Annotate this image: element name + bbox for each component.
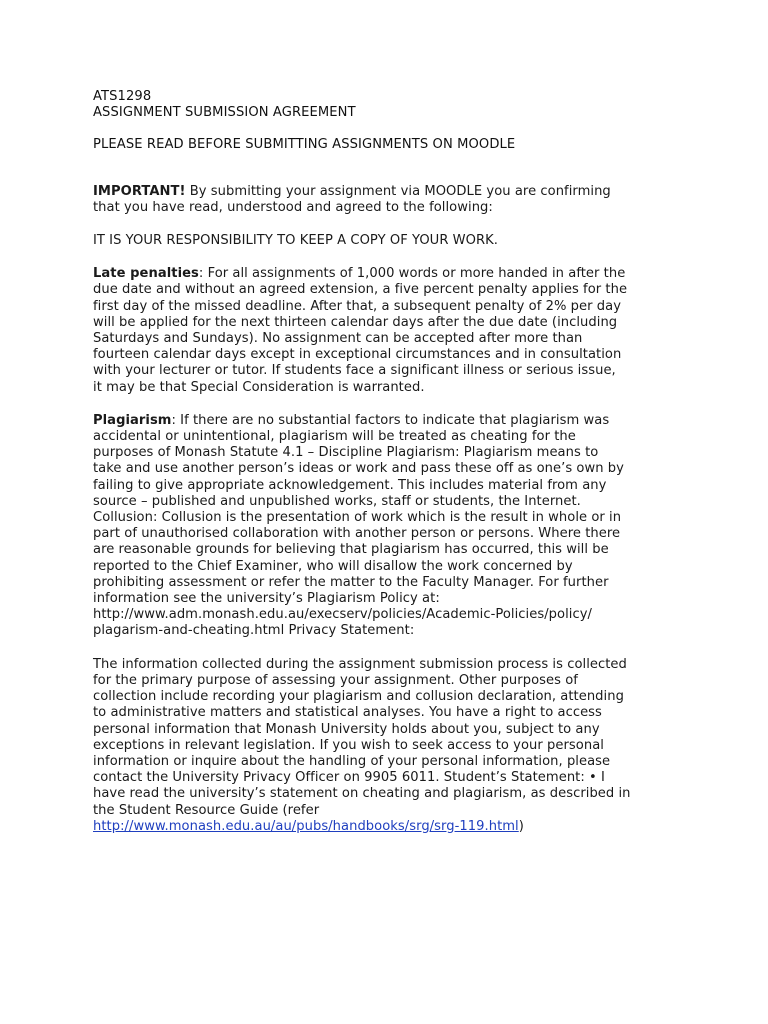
important-text-line: By submitting your assignment via MOODLE you are confirming: [185, 183, 611, 199]
link-suffix: ): [518, 818, 524, 834]
plagiarism-text-line: reported to the Chief Examiner, who will disallow the work concerned by: [93, 558, 573, 574]
late-penalties-label: Late penalties: [93, 266, 199, 282]
important-text-line: that you have read, understood and agreed to the following:: [93, 199, 493, 215]
late-penalties-text-line: due date and without an agreed extension, a five percent penalty applies for the: [93, 282, 628, 298]
privacy-text-line: The information collected during the assignment submission process is collected: [93, 656, 627, 672]
plagiarism-text-line: Collusion: Collusion is the presentation of work which is the result in whole or in: [93, 510, 622, 526]
late-penalties-text-line: will be applied for the next thirteen calendar days after the due date (including: [93, 314, 618, 330]
plagiarism-text-line: failing to give appropriate acknowledgement. This includes material from any: [93, 477, 607, 493]
plagiarism-text-line: part of unauthorised collaboration with another person or persons. Where there: [93, 526, 621, 542]
privacy-text-line: for the primary purpose of assessing your assignment. Other purposes of: [93, 672, 578, 688]
plagiarism-text-line: purposes of Monash Statute 4.1 – Discipline Plagiarism: Plagiarism means to: [93, 445, 599, 461]
plagiarism-text-line: are reasonable grounds for believing that plagiarism has occurred, this will be: [93, 542, 609, 558]
important-label: IMPORTANT!: [93, 183, 186, 199]
privacy-text-line: to administrative matters and statistical analyses. You have a right to access: [93, 705, 602, 721]
privacy-paragraph: [93, 657, 683, 835]
plagiarism-paragraph: [93, 413, 683, 640]
privacy-text-line: collection include recording your plagiarism and collusion declaration, attending: [93, 689, 624, 705]
privacy-text-line: information or inquire about the handling of your personal information, please: [93, 753, 611, 769]
late-penalties-paragraph: [93, 266, 683, 396]
document-subtitle: PLEASE READ BEFORE SUBMITTING ASSIGNMENTS ON MOODLE: [93, 137, 516, 153]
plagiarism-label: Plagiarism: [93, 412, 172, 428]
late-penalties-text-line: with your lecturer or tutor. If students face a significant illness or serious issue,: [93, 363, 616, 379]
plagiarism-text-line: take and use another person’s ideas or work and pass these off as one’s own by: [93, 461, 624, 477]
privacy-text-line: exceptions in relevant legislation. If you wish to seek access to your personal: [93, 737, 604, 753]
student-resource-guide-link[interactable]: http://www.monash.edu.au/au/pubs/handbooks/srg/srg-119.html: [93, 818, 519, 834]
plagiarism-text-line: prohibiting assessment or refer the matter to the Faculty Manager. For further: [93, 574, 609, 590]
late-penalties-text-line: fourteen calendar days except in exceptional circumstances and in consultation: [93, 347, 622, 363]
plagiarism-text-line: accidental or unintentional, plagiarism will be treated as cheating for the: [93, 429, 576, 445]
late-penalties-text-line: Saturdays and Sundays). No assignment can be accepted after more than: [93, 331, 583, 347]
document-title: ASSIGNMENT SUBMISSION AGREEMENT: [93, 105, 356, 121]
plagiarism-text-line: information see the university’s Plagiarism Policy at:: [93, 591, 440, 607]
document-page: [93, 89, 683, 835]
important-paragraph: [93, 184, 683, 216]
course-code: ATS1298: [93, 89, 152, 104]
plagiarism-policy-url: http://www.adm.monash.edu.au/execserv/policies/Academic-Policies/policy/: [93, 607, 592, 623]
privacy-text-line: have read the university’s statement on cheating and plagiarism, as described in: [93, 786, 631, 802]
plagiarism-text-line: source – published and unpublished works, staff or students, the Internet.: [93, 493, 581, 509]
privacy-text-line: personal information that Monash University holds about you, subject to any: [93, 721, 600, 737]
late-penalties-text-line: it may be that Special Consideration is warranted.: [93, 379, 425, 395]
late-penalties-text-line: first day of the missed deadline. After that, a subsequent penalty of 2% per day: [93, 298, 622, 314]
responsibility-notice: IT IS YOUR RESPONSIBILITY TO KEEP A COPY OF YOUR WORK.: [93, 233, 499, 249]
plagiarism-text-line: plagarism-and-cheating.html Privacy Statement:: [93, 623, 415, 639]
plagiarism-text-line: : If there are no substantial factors to indicate that plagiarism was: [171, 412, 610, 428]
privacy-text-line: contact the University Privacy Officer on 9905 6011. Student’s Statement: • I: [93, 770, 605, 786]
privacy-text-line: the Student Resource Guide (refer: [93, 802, 320, 818]
late-penalties-text-line: : For all assignments of 1,000 words or more handed in after the: [198, 266, 626, 282]
